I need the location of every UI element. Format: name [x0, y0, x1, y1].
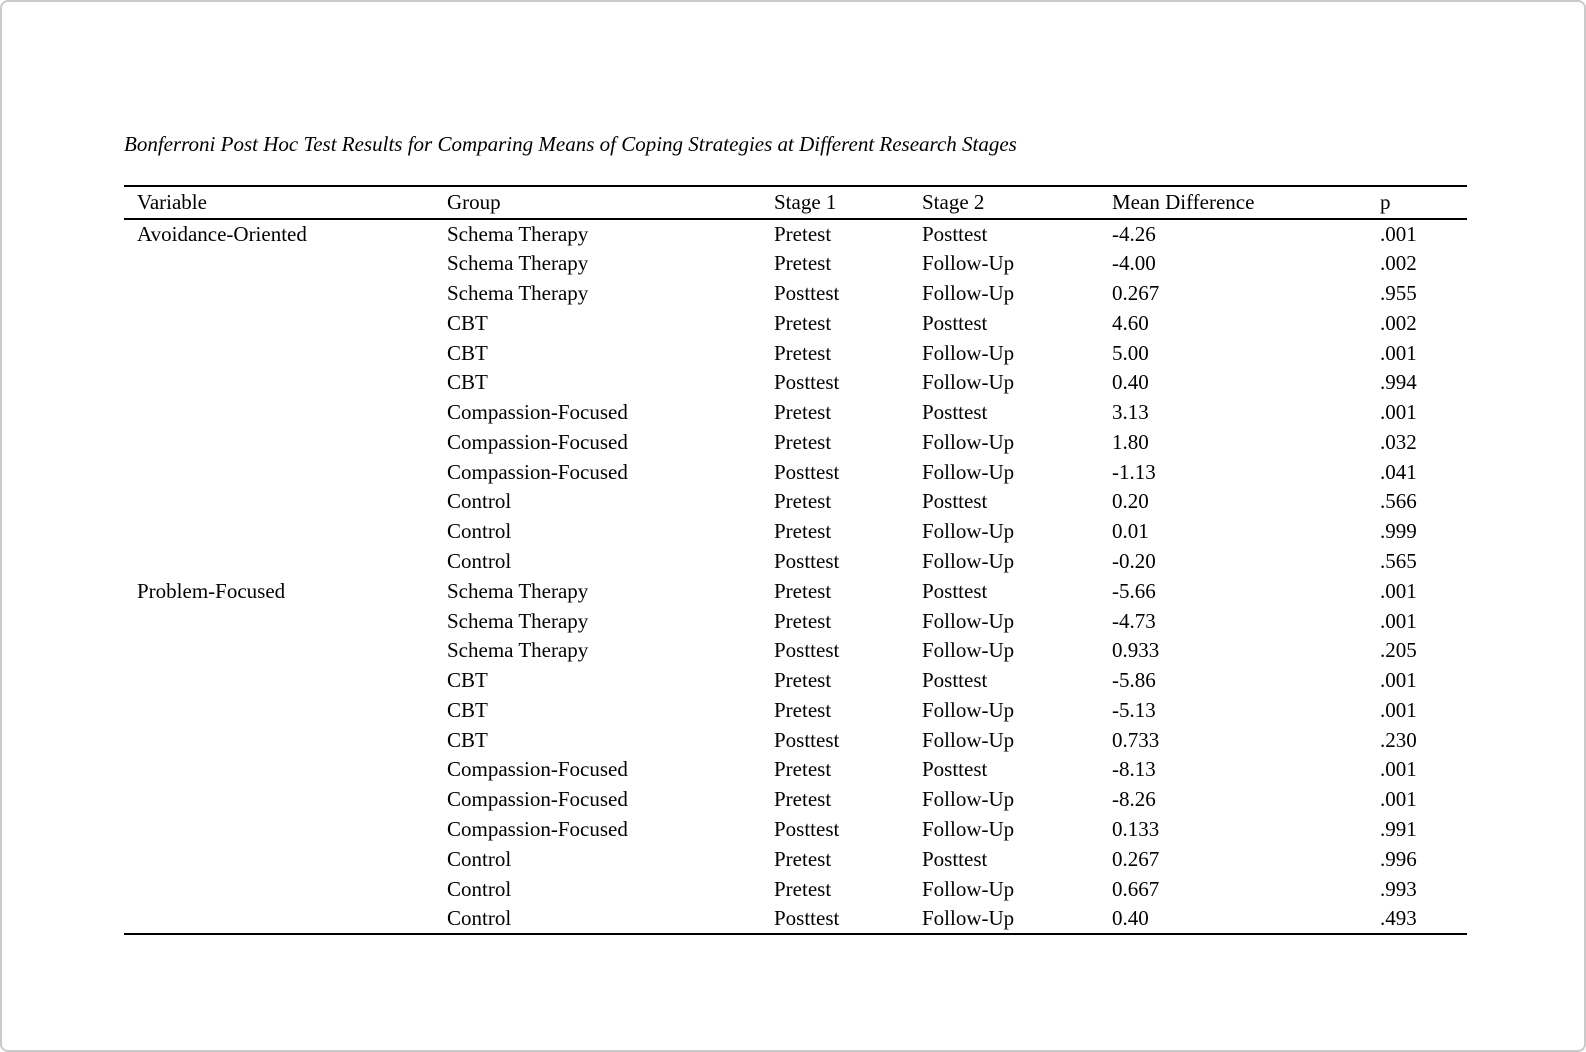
table-cell: Pretest [774, 608, 832, 633]
table-cell [124, 815, 434, 845]
table-cell: Pretest [774, 519, 832, 544]
table-cell [124, 844, 434, 874]
table-cell: .205 [1380, 638, 1417, 663]
table-row [124, 636, 1467, 666]
table-cell: Schema Therapy [447, 578, 589, 603]
table-cell: 0.40 [1112, 370, 1149, 395]
table-cell [124, 755, 434, 785]
table-cell: Follow-Up [922, 697, 1015, 722]
table-cell [124, 368, 434, 398]
table-cell: 0.667 [1112, 876, 1160, 901]
table-cell: .493 [1380, 905, 1417, 930]
table-caption: Bonferroni Post Hoc Test Results for Comparing Means of Coping Strategies at Different Research Stages [124, 132, 1017, 156]
table-cell: Follow-Up [922, 608, 1015, 633]
table-cell: Follow-Up [922, 280, 1015, 305]
table-cell: 0.20 [1112, 489, 1149, 514]
table-cell: CBT [447, 727, 488, 752]
table-cell: CBT [447, 310, 488, 335]
table-cell: .001 [1380, 757, 1417, 782]
table-cell: Posttest [774, 817, 840, 842]
table-cell: 0.933 [1112, 638, 1160, 663]
table-cell: Posttest [774, 638, 840, 663]
table-row [124, 457, 1467, 487]
table-cell: CBT [447, 370, 488, 395]
table-cell: -4.73 [1112, 608, 1156, 633]
table-cell: Pretest [774, 846, 832, 871]
table-cell: Pretest [774, 578, 832, 603]
column-header-mean-difference: Mean Difference [1112, 190, 1255, 214]
table-cell [124, 279, 434, 309]
table-cell: .032 [1380, 429, 1417, 454]
table-cell [124, 547, 434, 577]
table-cell: Pretest [774, 310, 832, 335]
table-cell: Follow-Up [922, 548, 1015, 573]
table-cell [124, 904, 434, 934]
table-cell: Compassion-Focused [447, 400, 628, 425]
table-cell: Control [447, 876, 512, 901]
table-cell: .041 [1380, 459, 1417, 484]
table-row [124, 547, 1467, 577]
table-cell: Posttest [922, 489, 988, 514]
table-cell: 1.80 [1112, 429, 1149, 454]
table-row [124, 576, 1467, 606]
table-cell: -5.66 [1112, 578, 1156, 603]
table-cell: Posttest [774, 280, 840, 305]
table-cell: .955 [1380, 280, 1417, 305]
table-cell: Schema Therapy [447, 608, 589, 633]
table-cell: 0.01 [1112, 519, 1149, 544]
table-cell [124, 427, 434, 457]
table-cell: -5.86 [1112, 668, 1156, 693]
table-cell: 0.40 [1112, 905, 1149, 930]
table-cell: Posttest [922, 578, 988, 603]
column-header-group: Group [447, 190, 501, 214]
table-cell: 0.267 [1112, 846, 1160, 871]
table-row [124, 219, 1467, 249]
table-cell: Control [447, 489, 512, 514]
table-cell: .991 [1380, 817, 1417, 842]
table-cell: Posttest [774, 905, 840, 930]
table-row [124, 487, 1467, 517]
table-cell: Compassion-Focused [447, 459, 628, 484]
table-row [124, 606, 1467, 636]
table-header [124, 186, 1467, 219]
table-cell: .001 [1380, 697, 1417, 722]
table-cell: Pretest [774, 221, 832, 246]
table-cell: Follow-Up [922, 340, 1015, 365]
table-cell [124, 308, 434, 338]
column-header-p: p [1380, 190, 1391, 214]
table-row [124, 785, 1467, 815]
table-cell: -5.13 [1112, 697, 1156, 722]
table-cell: Posttest [922, 400, 988, 425]
table-cell: -8.26 [1112, 787, 1156, 812]
table-cell: Pretest [774, 400, 832, 425]
header-row [124, 186, 1467, 219]
table-cell: CBT [447, 668, 488, 693]
table-cell: -0.20 [1112, 548, 1156, 573]
table-cell: Posttest [774, 370, 840, 395]
table-cell [124, 725, 434, 755]
table-cell: Follow-Up [922, 817, 1015, 842]
table-row [124, 279, 1467, 309]
table-cell: Posttest [922, 221, 988, 246]
table-row [124, 755, 1467, 785]
table-cell: .994 [1380, 370, 1417, 395]
table-cell [124, 785, 434, 815]
table-cell [124, 606, 434, 636]
table-cell [124, 666, 434, 696]
table-row [124, 696, 1467, 726]
table-cell [124, 517, 434, 547]
table-cell: Pretest [774, 251, 832, 276]
table-cell: .999 [1380, 519, 1417, 544]
table-cell: Pretest [774, 489, 832, 514]
table-cell: -1.13 [1112, 459, 1156, 484]
table-cell: Follow-Up [922, 251, 1015, 276]
column-header-variable: Variable [137, 190, 207, 214]
table-cell: Pretest [774, 757, 832, 782]
table-cell: Follow-Up [922, 638, 1015, 663]
table-cell: Follow-Up [922, 429, 1015, 454]
table-cell: Compassion-Focused [447, 787, 628, 812]
table-cell: Posttest [922, 668, 988, 693]
table-cell [124, 338, 434, 368]
table-cell [124, 487, 434, 517]
table-cell: Pretest [774, 876, 832, 901]
table-cell: Compassion-Focused [447, 757, 628, 782]
table-cell: Schema Therapy [447, 280, 589, 305]
table-cell: .002 [1380, 310, 1417, 335]
table-body [124, 219, 1467, 934]
table-cell [124, 636, 434, 666]
table-row [124, 427, 1467, 457]
table-cell: 5.00 [1112, 340, 1149, 365]
table-cell: .001 [1380, 668, 1417, 693]
table-cell: .996 [1380, 846, 1417, 871]
table-cell: .566 [1380, 489, 1417, 514]
table-cell: .565 [1380, 548, 1417, 573]
table-cell: Avoidance-Oriented [137, 221, 307, 246]
table-cell: CBT [447, 340, 488, 365]
table-cell: Follow-Up [922, 370, 1015, 395]
table-cell: Follow-Up [922, 787, 1015, 812]
table-cell: Control [447, 548, 512, 573]
table-cell [124, 398, 434, 428]
table-cell: .001 [1380, 340, 1417, 365]
column-header-stage-2: Stage 2 [922, 190, 985, 214]
table-cell [124, 457, 434, 487]
table-cell: Compassion-Focused [447, 429, 628, 454]
table-cell: Pretest [774, 340, 832, 365]
table-row [124, 368, 1467, 398]
table-cell: Pretest [774, 787, 832, 812]
table-cell: .001 [1380, 221, 1417, 246]
table-cell: 0.267 [1112, 280, 1160, 305]
table-cell: Problem-Focused [137, 578, 286, 603]
table-row [124, 308, 1467, 338]
table-row [124, 904, 1467, 934]
table-cell: Compassion-Focused [447, 817, 628, 842]
table-cell: .993 [1380, 876, 1417, 901]
table-cell: Follow-Up [922, 459, 1015, 484]
table-cell: Control [447, 905, 512, 930]
table-row [124, 517, 1467, 547]
table-cell: Control [447, 519, 512, 544]
table-cell: -8.13 [1112, 757, 1156, 782]
table-cell: Posttest [922, 310, 988, 335]
table-cell: Schema Therapy [447, 251, 589, 276]
table-cell: Posttest [774, 727, 840, 752]
table-row [124, 666, 1467, 696]
table-cell: 4.60 [1112, 310, 1149, 335]
table-cell: Schema Therapy [447, 221, 589, 246]
table-cell: Posttest [774, 459, 840, 484]
table-cell: CBT [447, 697, 488, 722]
table-cell: Follow-Up [922, 727, 1015, 752]
table-cell: Schema Therapy [447, 638, 589, 663]
table-row [124, 249, 1467, 279]
table-cell: Pretest [774, 429, 832, 454]
table-cell: Follow-Up [922, 876, 1015, 901]
table-cell: Pretest [774, 697, 832, 722]
results-table [124, 185, 1467, 935]
table-row [124, 398, 1467, 428]
table-cell [124, 249, 434, 279]
table-row [124, 844, 1467, 874]
table-cell: .001 [1380, 787, 1417, 812]
table-cell: .001 [1380, 400, 1417, 425]
table-cell: 3.13 [1112, 400, 1149, 425]
table-cell: .001 [1380, 578, 1417, 603]
table-cell: Follow-Up [922, 905, 1015, 930]
table-cell: 0.133 [1112, 817, 1160, 842]
table-cell: Control [447, 846, 512, 871]
table-cell: .001 [1380, 608, 1417, 633]
table-row [124, 338, 1467, 368]
table-cell: Posttest [774, 548, 840, 573]
table-row [124, 725, 1467, 755]
table-cell: .230 [1380, 727, 1417, 752]
table-cell: Posttest [922, 846, 988, 871]
table-cell: 0.733 [1112, 727, 1160, 752]
table-cell: -4.00 [1112, 251, 1156, 276]
table-cell: Posttest [922, 757, 988, 782]
table-cell: -4.26 [1112, 221, 1156, 246]
table-row [124, 815, 1467, 845]
table-cell: Pretest [774, 668, 832, 693]
table-cell [124, 874, 434, 904]
column-header-stage-1: Stage 1 [774, 190, 837, 214]
table-cell [124, 696, 434, 726]
table-row [124, 874, 1467, 904]
table-cell: Follow-Up [922, 519, 1015, 544]
table-cell: .002 [1380, 251, 1417, 276]
